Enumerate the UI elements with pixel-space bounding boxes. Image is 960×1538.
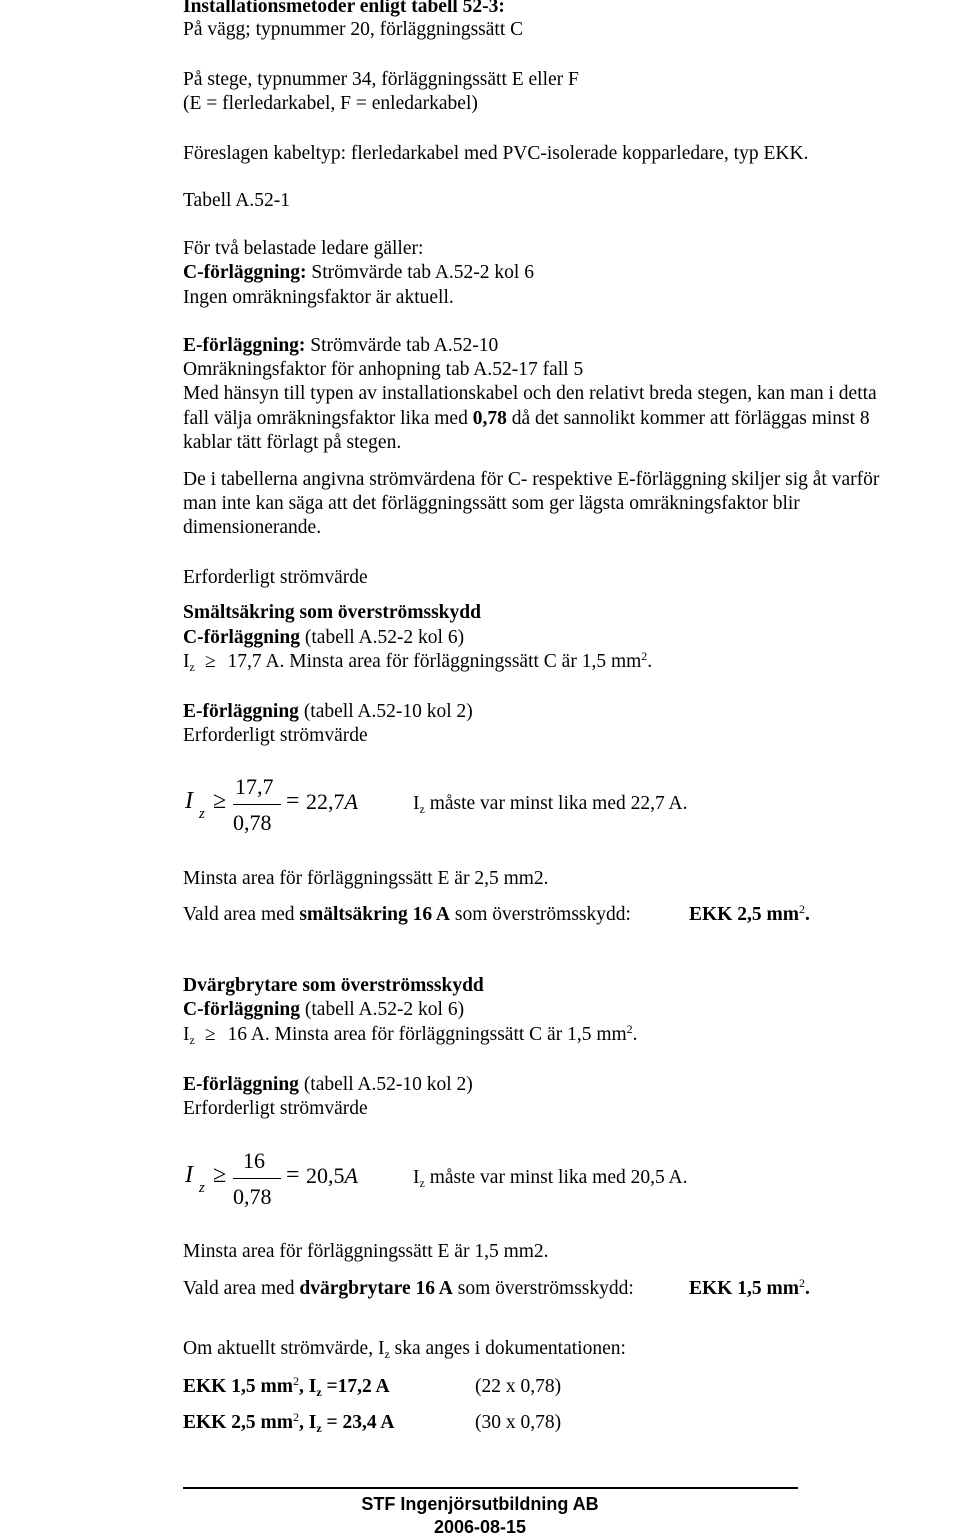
- fuse-chosen-area: Vald area med smältsäkring 16 A som överströmsskydd:: [183, 904, 631, 925]
- fuse-chosen-cable: EKK 2,5 $mm^2$.: [689, 902, 810, 925]
- footer-rule: [183, 1487, 798, 1489]
- e-installation-line: E-förläggning: Strömvärde tab A.52-10: [183, 335, 499, 356]
- e-factor-line: Omräkningsfaktor för anhopning tab A.52-17 fall 5: [183, 359, 584, 380]
- tables-note-line3: dimensionerande.: [183, 517, 322, 538]
- ladder-paragraph-line3: kablar tätt förlagt på stegen.: [183, 432, 402, 453]
- formula-denominator: 0,78: [233, 1184, 272, 1209]
- tables-note-line1: De i tabellerna angivna strömvärdena för C- respektive E-förläggning skiljer sig åt varför: [183, 469, 880, 490]
- tables-note-line2: man inte kan säga att det förläggningssätt som ger lägsta omräkningsfaktor blir: [183, 493, 800, 514]
- formula-result: 20,5A: [306, 1163, 358, 1188]
- formula-z: z: [199, 1180, 205, 1196]
- fuse-c-line: C-förläggning (tabell A.52-2 kol 6): [183, 627, 465, 648]
- install-heading: Installationsmetoder enligt tabell 52-3:: [183, 0, 505, 17]
- install-line-ladder: På stege, typnummer 34, förläggningssätt E eller F: [183, 69, 579, 90]
- fuse-iz-line: $I_z \ge 17,7$ A. Minsta area för förläggningssätt C är 1,5 $mm^2$.: [183, 649, 653, 674]
- actual-intro: Om aktuellt strömvärde, $I_z$ ska anges i dokumentationen:: [183, 1338, 626, 1361]
- install-line-wall: På vägg; typnummer 20, förläggningssätt C: [183, 19, 524, 40]
- fuse-e-required: Erforderligt strömvärde: [183, 725, 368, 746]
- fuse-formula: [183, 772, 443, 842]
- formula-equals: =: [286, 788, 300, 814]
- cable-proposal: Föreslagen kabeltyp: flerledarkabel med PVC-isolerade kopparledare, typ EKK.: [183, 143, 809, 164]
- footer-date: 2006-08-15: [433, 1517, 527, 1537]
- c-installation-line: C-förläggning: Strömvärde tab A.52-2 kol 6: [183, 262, 534, 283]
- formula-ge: ≥: [213, 788, 227, 814]
- formula-denominator: 0,78: [233, 810, 272, 835]
- mcb-heading: Dvärgbrytare som överströmsskydd: [183, 975, 484, 996]
- fuse-must-line: $I_z$ måste var minst lika med 22,7 A.: [413, 793, 688, 816]
- formula-fraction-bar: [233, 804, 281, 805]
- formula-z: z: [199, 806, 205, 822]
- mcb-formula: [183, 1146, 443, 1216]
- actual-row-1: EKK 1,5 $mm^2$, $I_z =17,2$ A: [183, 1374, 390, 1399]
- table-reference: Tabell A.52-1: [183, 190, 290, 211]
- two-loaded-intro: För två belastade ledare gäller:: [183, 238, 424, 259]
- formula-I: I: [185, 788, 193, 814]
- mcb-e-required: Erforderligt strömvärde: [183, 1098, 368, 1119]
- footer-organization: STF Ingenjörsutbildning AB: [361, 1494, 599, 1514]
- formula-fraction-bar: [233, 1178, 281, 1179]
- mcb-e-line: E-förläggning (tabell A.52-10 kol 2): [183, 1074, 473, 1095]
- mcb-min-area: Minsta area för förläggningssätt E är 1,5 mm2.: [183, 1241, 549, 1262]
- c-installation-note: Ingen omräkningsfaktor är aktuell.: [183, 287, 454, 308]
- formula-numerator: 17,7: [235, 774, 274, 799]
- fuse-heading: Smältsäkring som överströmsskydd: [183, 602, 481, 623]
- formula-equals: =: [286, 1162, 300, 1188]
- install-line-legend: (E = flerledarkabel, F = enledarkabel): [183, 93, 478, 114]
- fuse-min-area: Minsta area för förläggningssätt E är 2,5 mm2.: [183, 868, 549, 889]
- ladder-paragraph-line1: Med hänsyn till typen av installationskabel och den relativt breda stegen, kan man i detta: [183, 383, 877, 404]
- formula-ge: ≥: [213, 1162, 227, 1188]
- actual-row-2-calc: (30 x 0,78): [475, 1412, 562, 1433]
- actual-row-1-calc: (22 x 0,78): [475, 1376, 562, 1397]
- formula-numerator: 16: [243, 1148, 265, 1173]
- mcb-iz-line: $I_z \ge 16$ A. Minsta area för förläggningssätt C är 1,5 $mm^2$.: [183, 1022, 638, 1047]
- formula-I: I: [185, 1162, 193, 1188]
- mcb-c-line: C-förläggning (tabell A.52-2 kol 6): [183, 999, 465, 1020]
- fuse-e-line: E-förläggning (tabell A.52-10 kol 2): [183, 701, 473, 722]
- mcb-chosen-cable: EKK 1,5 $mm^2$.: [689, 1276, 810, 1299]
- mcb-must-line: $I_z$ måste var minst lika med 20,5 A.: [413, 1167, 688, 1190]
- required-current-heading: Erforderligt strömvärde: [183, 567, 368, 588]
- actual-row-2: EKK 2,5 $mm^2$, $I_z = 23,4$ A: [183, 1410, 395, 1435]
- mcb-chosen-area: Vald area med dvärgbrytare 16 A som överströmsskydd:: [183, 1278, 634, 1299]
- ladder-paragraph-line2: fall välja omräkningsfaktor lika med 0,78 då det sannolikt kommer att förläggas minst 8: [183, 408, 870, 429]
- formula-result: 22,7A: [306, 789, 358, 814]
